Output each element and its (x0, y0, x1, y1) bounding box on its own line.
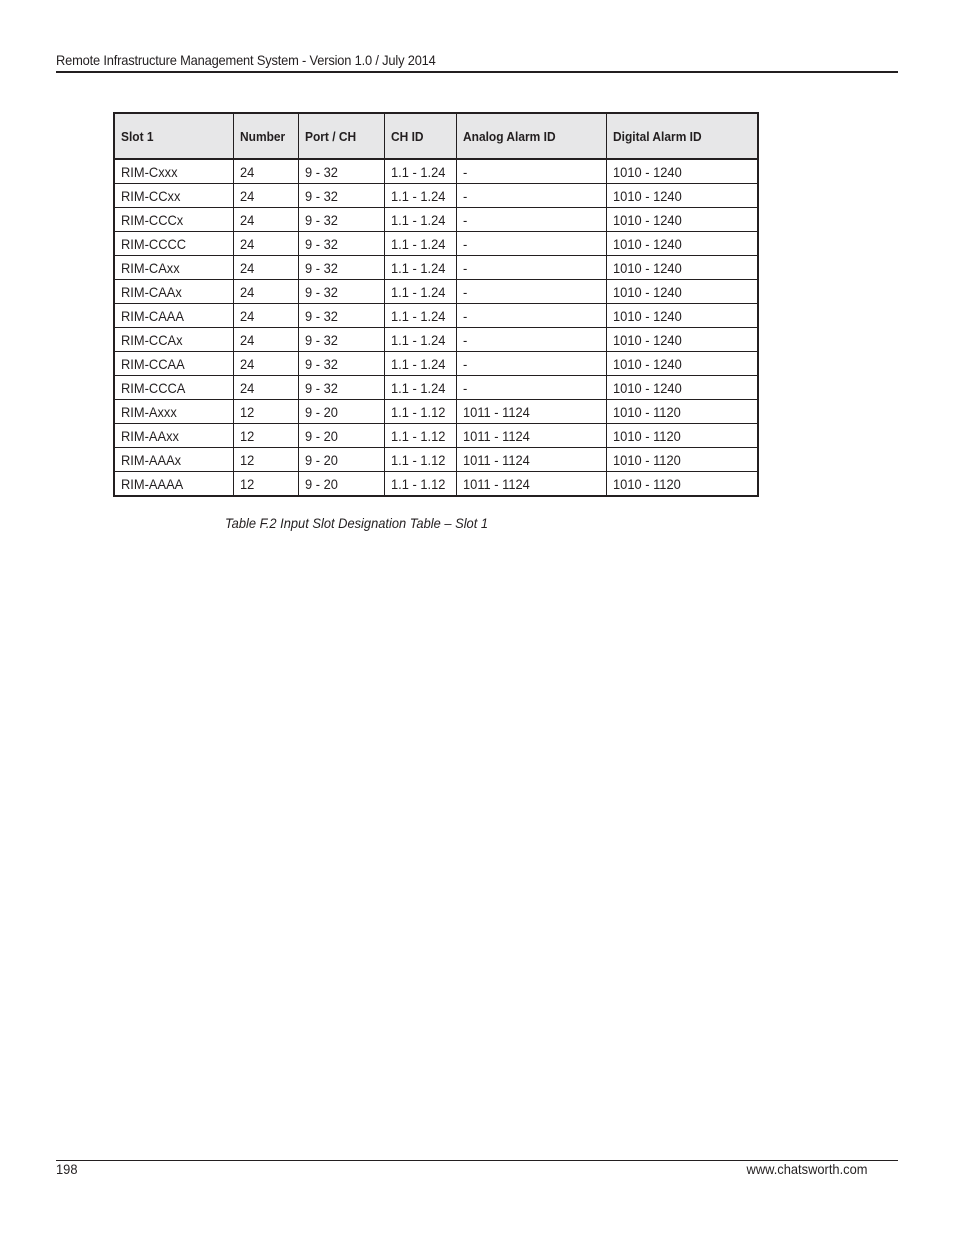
analog-alarm-id-cell: - (456, 352, 606, 376)
number-cell: 24 (234, 232, 299, 256)
slot-cell: RIM-Cxxx (114, 159, 234, 184)
analog-alarm-id-cell: 1011 - 1124 (456, 448, 606, 472)
number-cell: 24 (234, 328, 299, 352)
slot-cell: RIM-CCAx (114, 328, 234, 352)
analog-alarm-id-cell: - (456, 280, 606, 304)
analog-alarm-id-cell: - (456, 159, 606, 184)
table-header-row (114, 113, 758, 159)
number-cell: 24 (234, 304, 299, 328)
port-ch-cell: 9 - 32 (298, 352, 384, 376)
ch-id-cell: 1.1 - 1.24 (384, 280, 456, 304)
table-caption: Table F.2 Input Slot Designation Table – Slot 1 (225, 515, 489, 531)
digital-alarm-id-cell: 1010 - 1120 (607, 472, 758, 497)
analog-alarm-id-cell: - (456, 376, 606, 400)
digital-alarm-id-cell: 1010 - 1240 (607, 304, 758, 328)
column-header-analog-alarm-id: Analog Alarm ID (456, 113, 606, 159)
ch-id-cell: 1.1 - 1.24 (384, 256, 456, 280)
table-row (114, 448, 758, 472)
column-header-digital-alarm-id: Digital Alarm ID (607, 113, 758, 159)
slot-cell: RIM-CAxx (114, 256, 234, 280)
port-ch-cell: 9 - 32 (298, 280, 384, 304)
ch-id-cell: 1.1 - 1.24 (384, 159, 456, 184)
slot-cell: RIM-Axxx (114, 400, 234, 424)
number-cell: 24 (234, 159, 299, 184)
digital-alarm-id-cell: 1010 - 1240 (607, 256, 758, 280)
port-ch-cell: 9 - 32 (298, 208, 384, 232)
number-cell: 12 (234, 448, 299, 472)
table-row (114, 424, 758, 448)
number-cell: 24 (234, 352, 299, 376)
table-row (114, 328, 758, 352)
analog-alarm-id-cell: 1011 - 1124 (456, 400, 606, 424)
digital-alarm-id-cell: 1010 - 1240 (607, 376, 758, 400)
slot-cell: RIM-CCCA (114, 376, 234, 400)
analog-alarm-id-cell: - (456, 256, 606, 280)
table-row (114, 304, 758, 328)
digital-alarm-id-cell: 1010 - 1240 (607, 280, 758, 304)
table-row (114, 376, 758, 400)
slot-cell: RIM-CAAx (114, 280, 234, 304)
port-ch-cell: 9 - 32 (298, 328, 384, 352)
slot-cell: RIM-CAAA (114, 304, 234, 328)
slot-cell: RIM-CCxx (114, 184, 234, 208)
page-number: 198 (56, 1161, 78, 1177)
digital-alarm-id-cell: 1010 - 1120 (607, 400, 758, 424)
number-cell: 24 (234, 280, 299, 304)
slot-cell: RIM-CCCC (114, 232, 234, 256)
ch-id-cell: 1.1 - 1.24 (384, 232, 456, 256)
digital-alarm-id-cell: 1010 - 1240 (607, 328, 758, 352)
ch-id-cell: 1.1 - 1.24 (384, 184, 456, 208)
input-slot-designation-table (113, 112, 759, 497)
table-row (114, 256, 758, 280)
port-ch-cell: 9 - 32 (298, 159, 384, 184)
column-header-ch-id: CH ID (384, 113, 456, 159)
digital-alarm-id-cell: 1010 - 1120 (607, 448, 758, 472)
header-divider (56, 71, 898, 73)
port-ch-cell: 9 - 20 (298, 448, 384, 472)
analog-alarm-id-cell: - (456, 304, 606, 328)
slot-cell: RIM-CCAA (114, 352, 234, 376)
analog-alarm-id-cell: 1011 - 1124 (456, 424, 606, 448)
port-ch-cell: 9 - 20 (298, 400, 384, 424)
number-cell: 12 (234, 424, 299, 448)
port-ch-cell: 9 - 32 (298, 256, 384, 280)
number-cell: 24 (234, 184, 299, 208)
ch-id-cell: 1.1 - 1.12 (384, 424, 456, 448)
port-ch-cell: 9 - 20 (298, 472, 384, 497)
ch-id-cell: 1.1 - 1.12 (384, 472, 456, 497)
port-ch-cell: 9 - 32 (298, 184, 384, 208)
digital-alarm-id-cell: 1010 - 1120 (607, 424, 758, 448)
digital-alarm-id-cell: 1010 - 1240 (607, 352, 758, 376)
ch-id-cell: 1.1 - 1.24 (384, 304, 456, 328)
ch-id-cell: 1.1 - 1.24 (384, 208, 456, 232)
number-cell: 12 (234, 400, 299, 424)
column-header-number: Number (234, 113, 299, 159)
table-row (114, 159, 758, 184)
digital-alarm-id-cell: 1010 - 1240 (607, 232, 758, 256)
analog-alarm-id-cell: - (456, 184, 606, 208)
port-ch-cell: 9 - 32 (298, 376, 384, 400)
ch-id-cell: 1.1 - 1.24 (384, 328, 456, 352)
slot-cell: RIM-CCCx (114, 208, 234, 232)
number-cell: 24 (234, 256, 299, 280)
table-row (114, 472, 758, 497)
footer-url: www.chatsworth.com (746, 1161, 867, 1177)
analog-alarm-id-cell: - (456, 232, 606, 256)
ch-id-cell: 1.1 - 1.12 (384, 400, 456, 424)
table-row (114, 232, 758, 256)
analog-alarm-id-cell: - (456, 208, 606, 232)
port-ch-cell: 9 - 20 (298, 424, 384, 448)
ch-id-cell: 1.1 - 1.24 (384, 352, 456, 376)
slot-cell: RIM-AAAA (114, 472, 234, 497)
table-row (114, 208, 758, 232)
number-cell: 24 (234, 208, 299, 232)
analog-alarm-id-cell: 1011 - 1124 (456, 472, 606, 497)
digital-alarm-id-cell: 1010 - 1240 (607, 159, 758, 184)
digital-alarm-id-cell: 1010 - 1240 (607, 184, 758, 208)
slot-cell: RIM-AAAx (114, 448, 234, 472)
digital-alarm-id-cell: 1010 - 1240 (607, 208, 758, 232)
table-row (114, 280, 758, 304)
ch-id-cell: 1.1 - 1.12 (384, 448, 456, 472)
slot-cell: RIM-AAxx (114, 424, 234, 448)
port-ch-cell: 9 - 32 (298, 232, 384, 256)
ch-id-cell: 1.1 - 1.24 (384, 376, 456, 400)
port-ch-cell: 9 - 32 (298, 304, 384, 328)
column-header-slot: Slot 1 (114, 113, 234, 159)
analog-alarm-id-cell: - (456, 328, 606, 352)
table-row (114, 400, 758, 424)
number-cell: 24 (234, 376, 299, 400)
number-cell: 12 (234, 472, 299, 497)
column-header-port-ch: Port / CH (298, 113, 384, 159)
table-row (114, 184, 758, 208)
page-header-title: Remote Infrastructure Management System - Version 1.0 / July 2014 (56, 52, 436, 68)
table-row (114, 352, 758, 376)
